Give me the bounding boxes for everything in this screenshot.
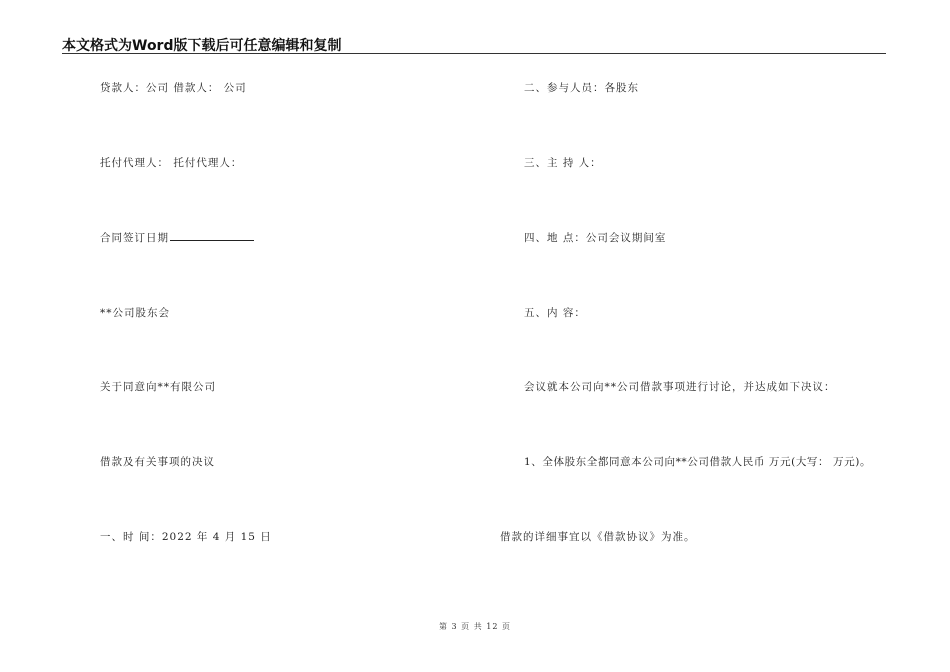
loan-agreement-note: 借款的详细事宜以《借款协议》为准。 <box>500 531 696 543</box>
participants-line: 二、参与人员：各股东 <box>524 82 639 94</box>
header-divider <box>62 53 886 54</box>
content-heading: 五、内 容： <box>524 307 586 319</box>
signing-date-blank <box>170 230 254 241</box>
page-number-footer: 第 3 页 共 12 页 <box>439 622 511 631</box>
meeting-time-line: 一、时 间：2022 年 4 月 15 日 <box>100 531 272 543</box>
discussion-line: 会议就本公司向**公司借款事项进行讨论，并达成如下决议： <box>524 381 836 393</box>
host-line: 三、主 持 人： <box>524 157 602 169</box>
resolution-title-line-1: 关于同意向**有限公司 <box>100 381 216 393</box>
resolution-title-line-2: 借款及有关事项的决议 <box>100 456 215 468</box>
document-header-title: 本文格式为Word版下载后可任意编辑和复制 <box>62 38 342 54</box>
resolution-item-1: 1、全体股东全都同意本公司向**公司借款人民币 万元(大写： 万元)。 <box>524 456 872 468</box>
signing-date-line <box>100 230 254 245</box>
lender-borrower-line: 贷款人：公司 借款人： 公司 <box>100 82 247 94</box>
signing-date-label: 合同签订日期 <box>100 232 169 244</box>
location-line: 四、地 点：公司会议期间室 <box>524 232 667 244</box>
company-shareholders-meeting: **公司股东会 <box>100 307 170 319</box>
agent-line: 托付代理人： 托付代理人： <box>100 157 243 169</box>
